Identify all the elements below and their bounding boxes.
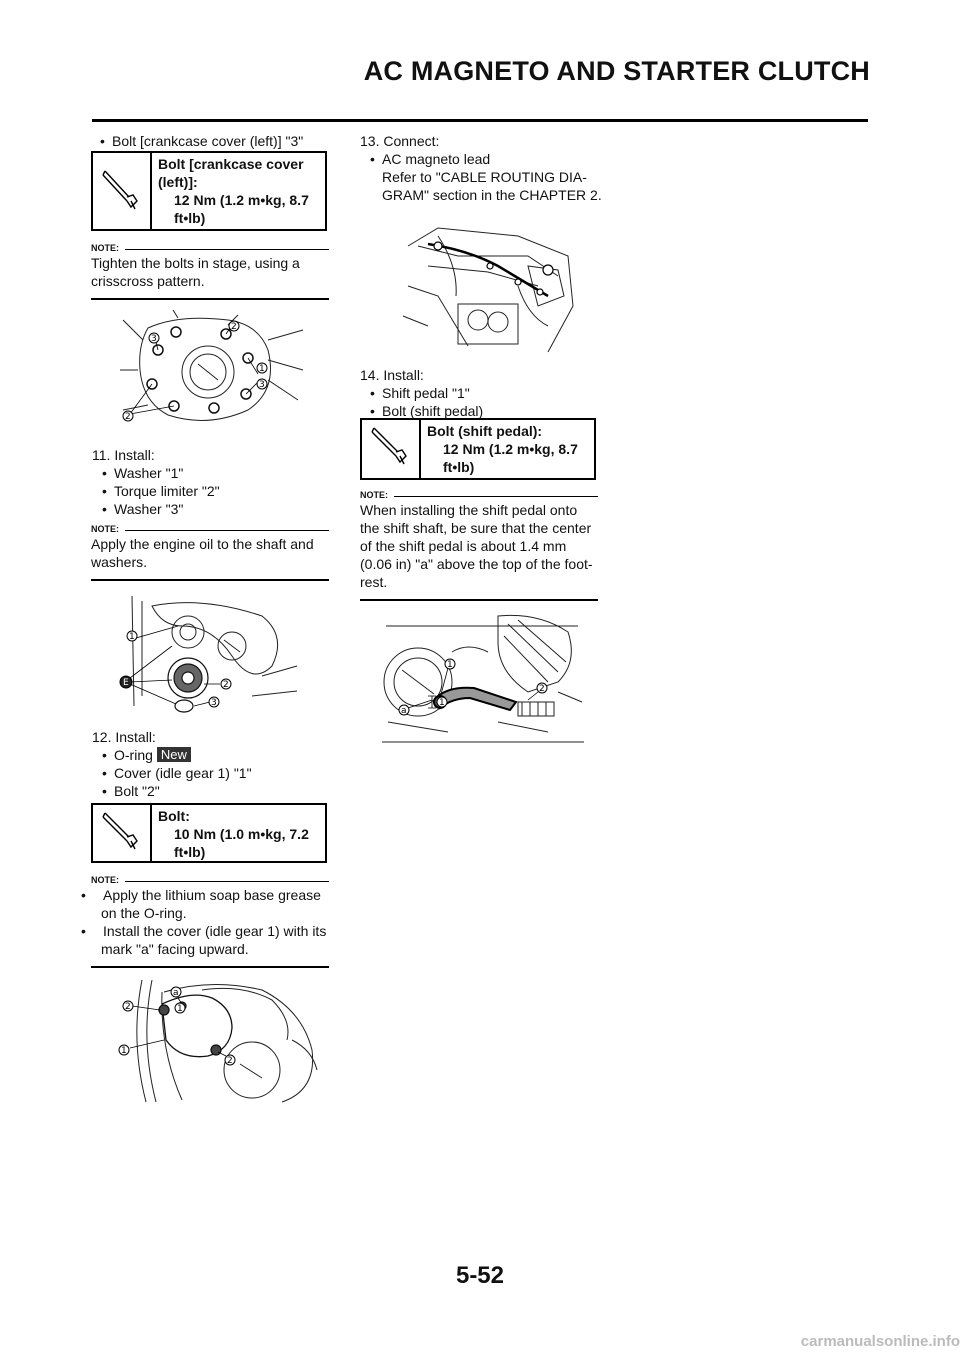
callout-label: 2: [125, 1002, 131, 1012]
intro-bullet-block: [100, 132, 340, 150]
intro-bullet: Bolt [crankcase cover (left)] "3": [112, 133, 304, 149]
note-text: When installing the shift pedal onto the shift shaft, be sure that the center of the shift pedal is about 1.4 mm (0.06 in) "a" above the top of the foot-rest.: [360, 500, 598, 601]
callout-label: 2: [125, 412, 131, 422]
torque-value: 12 Nm (1.2 m•kg, 8.7 ft•lb): [174, 192, 309, 226]
callout-label: 1: [121, 1046, 127, 1056]
torque-label: Bolt [crankcase cover (left)]:: [158, 156, 304, 190]
note-heading: NOTE:: [91, 875, 119, 885]
torque-box-shift-pedal: [360, 418, 596, 480]
torque-value: 10 Nm (1.0 m•kg, 7.2 ft•lb): [174, 826, 309, 860]
torque-wrench-icon: [93, 805, 152, 861]
callout-label: 2: [539, 684, 545, 694]
step-11: [92, 446, 332, 518]
torque-label: Bolt (shift pedal):: [427, 423, 543, 439]
note-shift-pedal: [360, 488, 598, 601]
note-engine-oil: [91, 522, 329, 581]
callout-label: 3: [211, 698, 217, 708]
step-item: Bolt "2": [114, 783, 160, 799]
note-oring-grease: [91, 873, 329, 968]
step-item: Shift pedal "1": [382, 385, 470, 401]
callout-label: 2: [223, 680, 229, 690]
figure-crankcase-cover: [118, 310, 308, 437]
callout-label: 2: [231, 322, 237, 332]
step-heading: 11. Install:: [92, 447, 155, 463]
note-text: Tighten the bolts in stage, using a crisscross pattern.: [91, 253, 329, 300]
step-item: AC magneto lead: [382, 151, 491, 167]
torque-box-crankcase-cover: [91, 151, 327, 231]
note-item: • Install the cover (idle gear 1) with its mark "a" facing upward.: [91, 922, 329, 958]
figure-torque-limiter: [112, 596, 302, 726]
page-title: AC MAGNETO AND STARTER CLUTCH: [363, 56, 870, 86]
callout-label: a: [401, 706, 407, 716]
step-item: Bolt (shift pedal): [382, 403, 484, 419]
callout-label: a: [173, 988, 179, 998]
step-item: Cover (idle gear 1) "1": [114, 765, 252, 781]
header-rule: [92, 119, 868, 122]
note-item: • Apply the lithium soap base grease on the O-ring.: [91, 886, 329, 922]
step-reference: Refer to "CABLE ROUTING DIA-GRAM" section in the CHAPTER 2.: [382, 169, 602, 203]
figure-shift-pedal: [378, 612, 588, 757]
torque-box-bolt: [91, 803, 327, 863]
step-item: Washer "3": [114, 501, 184, 517]
step-item: O-ring: [114, 747, 153, 763]
bullet: [100, 133, 112, 149]
torque-value: 12 Nm (1.2 m•kg, 8.7 ft•lb): [443, 441, 578, 475]
callout-label: 3: [151, 334, 157, 344]
new-part-badge: New: [157, 747, 191, 762]
step-13: [360, 132, 600, 204]
figure-magneto-lead: [398, 226, 580, 363]
step-12: [92, 728, 332, 800]
note-heading: NOTE:: [91, 243, 119, 253]
callout-label: 1: [259, 364, 265, 374]
page-number: 5-52: [455, 1262, 505, 1289]
step-14: [360, 366, 600, 420]
torque-label: Bolt:: [158, 808, 190, 824]
figure-idle-gear-cover: [112, 980, 322, 1110]
callout-label: 1: [129, 632, 135, 642]
note-heading: NOTE:: [360, 490, 388, 500]
note-heading: NOTE:: [91, 524, 119, 534]
step-item: Torque limiter "2": [114, 483, 220, 499]
step-heading: 14. Install:: [360, 367, 424, 383]
step-heading: 13. Connect:: [360, 133, 440, 149]
callout-label: 2: [227, 1056, 233, 1066]
watermark: carmanualsonline.info: [800, 1333, 960, 1350]
callout-label: 1: [439, 698, 445, 708]
torque-wrench-icon: [93, 153, 152, 229]
callout-label: 1: [447, 660, 453, 670]
note-crisscross: [91, 241, 329, 300]
torque-wrench-icon: [362, 420, 421, 478]
callout-label: 1: [177, 1004, 183, 1014]
step-heading: 12. Install:: [92, 729, 156, 745]
callout-label: 3: [259, 380, 265, 390]
note-text: Apply the engine oil to the shaft and washers.: [91, 534, 329, 581]
engine-oil-symbol: E: [123, 678, 129, 688]
step-item: Washer "1": [114, 465, 184, 481]
